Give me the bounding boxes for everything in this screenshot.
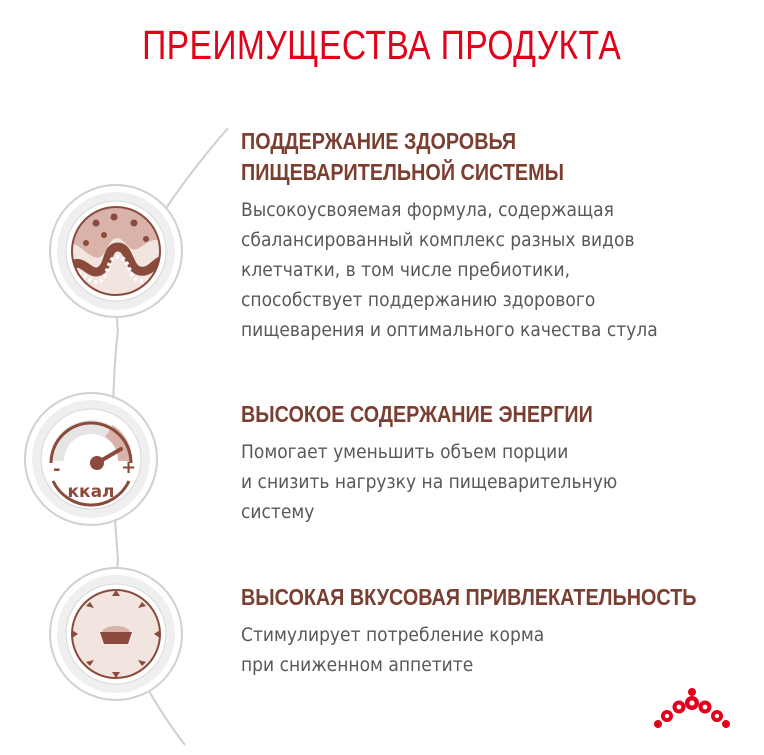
feature-text-line: Стимулирует потребление корма [241,624,545,646]
royal-canin-crown-icon [652,686,732,730]
feature-title-line: ВЫСОКОЕ СОДЕРЖАНИЕ ЭНЕРГИИ [241,401,593,427]
feature-text-line: пищеварения и оптимального качества стула [241,319,658,341]
plus-sign: + [121,457,137,478]
feature-text-line: систему [241,501,315,523]
kcal-gauge-icon [23,391,159,527]
digestive-wave-icon [48,183,184,319]
feature-text-line: клетчатки, в том числе пребиотики, [241,259,571,281]
feature-description [241,195,699,345]
feature-palatability [241,582,750,680]
feature-text-line: способствует поддержанию здорового [241,289,596,311]
kcal-label: ккал [67,482,115,502]
feature-text-line: при сниженном аппетите [241,654,474,676]
food-bowl-arrows-icon [48,566,184,702]
feature-high-energy [241,399,750,527]
feature-text-line: Высокоусвояемая формула, содержащая [241,199,614,221]
feature-text-line: сбалансированный комплекс разных видов [241,229,635,251]
feature-title-line: ПОДДЕРЖАНИЕ ЗДОРОВЬЯ [241,128,517,154]
feature-title [241,399,679,430]
page-title: ПРЕИМУЩЕСТВА ПРОДУКТА [142,22,622,68]
feature-description [241,437,699,527]
feature-title [241,126,679,188]
minus-sign: - [53,459,61,480]
feature-digestive-health [241,126,750,345]
feature-title [241,582,697,613]
feature-text-line: Помогает уменьшить объем порции [241,441,569,463]
feature-title-line: ПИЩЕВАРИТЕЛЬНОЙ СИСТЕМЫ [241,159,564,185]
feature-title-line: ВЫСОКАЯ ВКУСОВАЯ ПРИВЛЕКАТЕЛЬНОСТЬ [241,584,697,610]
feature-description [241,620,699,680]
feature-text-line: и снизить нагрузку на пищеварительную [241,471,618,493]
